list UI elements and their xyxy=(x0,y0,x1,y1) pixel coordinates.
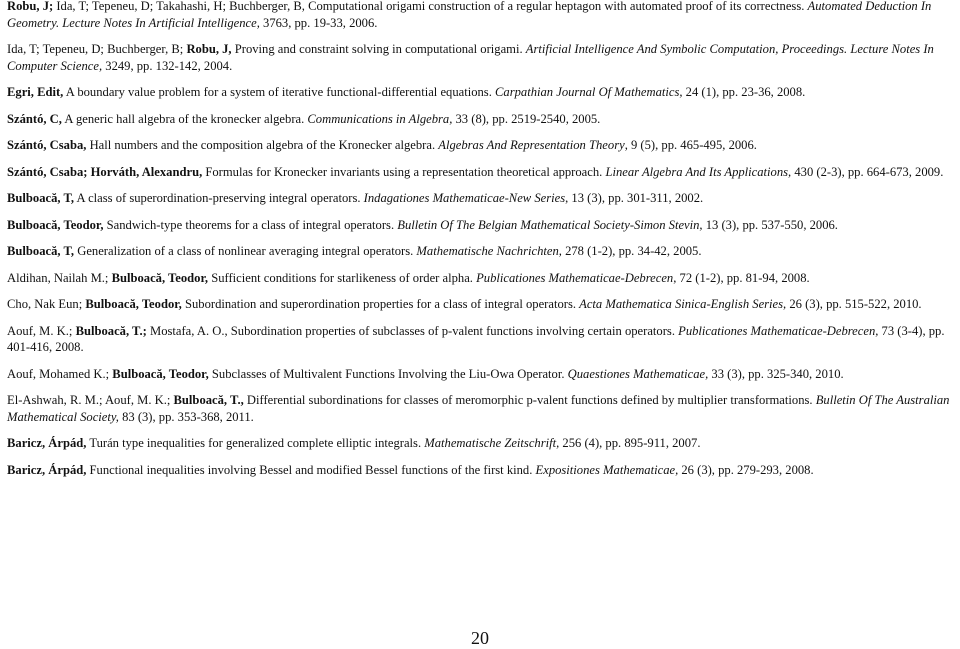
reference-entry xyxy=(7,84,955,101)
reference-author: Baricz, Árpád, xyxy=(7,436,87,450)
reference-text: Proving and constraint solving in computational origami. xyxy=(231,42,526,56)
reference-text: El-Ashwah, R. M.; Aouf, M. K.; xyxy=(7,393,174,407)
reference-journal: Quaestiones Mathematicae, xyxy=(567,366,709,381)
reference-text: 33 (8), pp. 2519-2540, 2005. xyxy=(452,111,601,126)
reference-text: 256 (4), pp. 895-911, 2007. xyxy=(559,436,701,450)
reference-entry xyxy=(7,0,955,31)
reference-text: Ida, T; Tepeneu, D; Takahashi, H; Buchberger, B, Computational origami construction of a regular heptagon with automated proof of its correctness. xyxy=(53,0,808,13)
reference-author: Robu, J, xyxy=(186,42,232,56)
reference-text: 278 (1-2), pp. 34-42, 2005. xyxy=(561,244,702,258)
reference-author: Bulboacă, Teodor, xyxy=(85,297,182,311)
reference-text: 3249, pp. 132-142, 2004. xyxy=(102,58,233,73)
reference-text: 83 (3), pp. 353-368, 2011. xyxy=(118,409,254,424)
reference-journal: Expositiones Mathematicae, xyxy=(535,462,679,477)
reference-text: Mostafa, A. O., Subordination properties of subclasses of p-valent functions involving certain operators. xyxy=(146,323,679,338)
reference-journal: Mathematische Zeitschrift, xyxy=(424,436,560,450)
reference-text: 73 (3-4), pp. 401-416, 2008. xyxy=(7,323,945,354)
reference-author: Szántó, Csaba; Horváth, Alexandru, xyxy=(7,164,203,179)
reference-journal: Publicationes Mathematicae-Debrecen, xyxy=(678,323,879,338)
reference-journal: Automated Deduction In Geometry. Lecture Notes In Artificial Intelligence, xyxy=(7,0,932,30)
reference-author: Bulboacă, Teodor, xyxy=(112,366,209,381)
reference-text: Formulas for Kronecker invariants using a representation theoretical approach. xyxy=(202,164,606,179)
reference-journal: Acta Mathematica Sinica-English Series, xyxy=(579,297,787,311)
reference-author: Bulboacă, Teodor, xyxy=(7,217,104,232)
reference-journal: Algebras And Representation Theory xyxy=(438,138,625,152)
reference-text: , 9 (5), pp. 465-495, 2006. xyxy=(624,138,757,152)
reference-text: A generic hall algebra of the kronecker algebra. xyxy=(61,111,308,126)
reference-text: 33 (3), pp. 325-340, 2010. xyxy=(708,366,844,381)
reference-text: Ida, T; Tepeneu, D; Buchberger, B; xyxy=(7,42,187,56)
reference-text: Functional inequalities involving Bessel and modified Bessel functions of the first kind. xyxy=(86,462,536,477)
reference-text: 430 (2-3), pp. 664-673, 2009. xyxy=(791,164,944,179)
reference-entry xyxy=(7,366,955,383)
reference-text: A class of superordination-preserving integral operators. xyxy=(74,191,364,205)
reference-author: Bulboacă, T., xyxy=(173,393,244,407)
reference-entry xyxy=(7,190,955,207)
reference-text: Sufficient conditions for starlikeness of order alpha. xyxy=(208,270,477,285)
reference-author: Szántó, C, xyxy=(7,111,62,126)
reference-author: Baricz, Árpád, xyxy=(7,462,87,477)
reference-author: Egri, Edit, xyxy=(7,85,64,99)
reference-text: 26 (3), pp. 279-293, 2008. xyxy=(678,462,814,477)
reference-journal: Communications in Algebra, xyxy=(307,111,453,126)
reference-author: Bulboacă, T, xyxy=(7,244,75,258)
reference-text: Subordination and superordination properties for a class of integral operators. xyxy=(181,297,580,311)
reference-author: Bulboacă, Teodor, xyxy=(111,270,209,285)
reference-text: 13 (3), pp. 537-550, 2006. xyxy=(702,217,838,232)
reference-entry xyxy=(7,41,955,74)
reference-text: Aouf, M. K.; xyxy=(7,323,76,338)
reference-journal: Mathematische Nachrichten, xyxy=(416,244,562,258)
reference-entry xyxy=(7,296,955,313)
reference-text: 3763, pp. 19-33, 2006. xyxy=(259,15,378,30)
reference-text: Hall numbers and the composition algebra of the Kronecker algebra. xyxy=(86,138,439,152)
page-number: 20 xyxy=(471,628,489,648)
reference-author: Bulboacă, T.; xyxy=(75,323,147,338)
reference-list xyxy=(7,0,955,488)
reference-text: Cho, Nak Eun; xyxy=(7,297,86,311)
reference-text: , 72 (1-2), pp. 81-94, 2008. xyxy=(673,270,810,285)
reference-entry xyxy=(7,462,955,479)
reference-text: Subclasses of Multivalent Functions Involving the Liu-Owa Operator. xyxy=(208,366,568,381)
reference-text: , 13 (3), pp. 301-311, 2002. xyxy=(565,191,704,205)
reference-text: 26 (3), pp. 515-522, 2010. xyxy=(786,297,922,311)
reference-journal: Publicationes Mathematicae-Debrecen xyxy=(476,270,674,285)
reference-entry xyxy=(7,111,955,128)
reference-journal: Artificial Intelligence And Symbolic Computation, Proceedings. Lecture Notes In Computer Science, xyxy=(7,42,934,73)
reference-entry xyxy=(7,243,955,260)
reference-text: A boundary value problem for a system of iterative functional-differential equations. xyxy=(63,85,496,99)
reference-entry xyxy=(7,435,955,452)
reference-entry xyxy=(7,392,955,425)
reference-text: Differential subordinations for classes of meromorphic p-valent functions defined by multiplier transformations. xyxy=(243,393,816,407)
reference-author: Bulboacă, T, xyxy=(7,191,75,205)
reference-text: Generalization of a class of nonlinear averaging integral operators. xyxy=(74,244,417,258)
reference-text: Aouf, Mohamed K.; xyxy=(7,366,113,381)
reference-entry xyxy=(7,270,955,287)
reference-journal: Bulletin Of The Australian Mathematical Society, xyxy=(7,393,950,424)
reference-journal: Linear Algebra And Its Applications, xyxy=(605,164,792,179)
reference-entry xyxy=(7,164,955,181)
reference-entry xyxy=(7,137,955,154)
reference-journal: Bulletin Of The Belgian Mathematical Society-Simon Stevin, xyxy=(397,217,703,232)
reference-journal: Indagationes Mathematicae-New Series xyxy=(363,191,566,205)
reference-author: Robu, J; xyxy=(7,0,54,13)
reference-author: Szántó, Csaba, xyxy=(7,138,87,152)
reference-text: 24 (1), pp. 23-36, 2008. xyxy=(682,85,806,99)
reference-journal: Carpathian Journal Of Mathematics, xyxy=(495,85,683,99)
reference-text: Sandwich-type theorems for a class of integral operators. xyxy=(103,217,398,232)
reference-text: Aldihan, Nailah M.; xyxy=(7,270,112,285)
reference-entry xyxy=(7,323,955,356)
reference-entry xyxy=(7,217,955,234)
reference-text: Turán type inequalities for generalized complete elliptic integrals. xyxy=(86,436,425,450)
